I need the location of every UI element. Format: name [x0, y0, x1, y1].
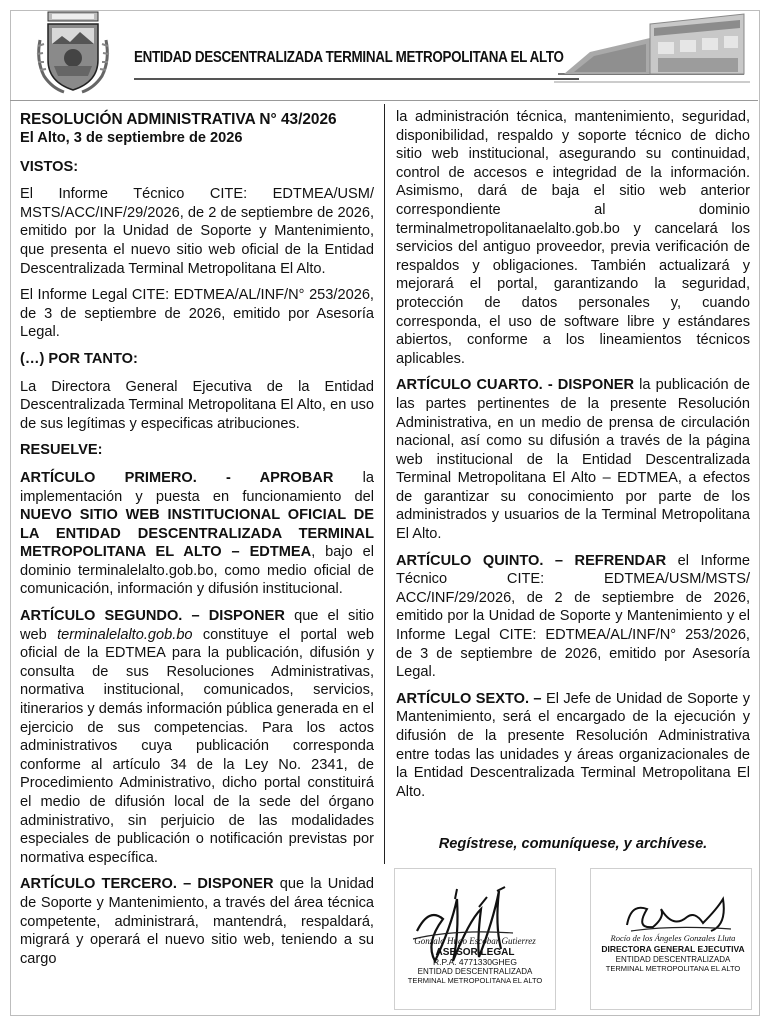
- vistos-paragraph-1: El Informe Técnico CITE: EDTMEA/USM/ MSTS/ACC/INF/29/2026, de 2 de septiembre de 2026, emitido por la Unidad de Soporte y Mantenimiento, que presenta el nuevo sitio web oficial de la Entidad Descentralizada Terminal Metropolitana El Alto.: [20, 186, 374, 277]
- signature-stamp-legal-advisor: [395, 869, 555, 1009]
- article-2-domain: terminalelalto.gob.bo: [57, 626, 193, 643]
- signer-2-name: Rocío de los Ángeles Gonzales Lluta: [610, 933, 736, 943]
- header-divider: [10, 100, 758, 101]
- article-6: [396, 690, 750, 802]
- header-underline: [134, 78, 579, 80]
- article-3-label: ARTÍCULO TERCERO. – DISPONER: [20, 876, 274, 893]
- signature-block-director: [590, 868, 752, 1010]
- article-3-text-left: que la Unidad de Soporte y Mantenimiento, a través del área técnica competente, administrará, mantendrá, respaldará, migrará y operará el nuevo sitio web, teniendo a su cargo: [20, 876, 374, 967]
- resolution-title: RESOLUCIÓN ADMINISTRATIVA N° 43/2026: [20, 111, 337, 128]
- article-1-text-a: la implementación y puesta en funcionamiento del: [20, 469, 374, 505]
- article-4-text: la publicación de las partes pertinentes de la presente Resolución Administrativa, en un medio de prensa de circulación nacional, así como su difusión a través de la página web institucional de la Entidad Descentralizada Terminal Metropolitana El Alto – EDTMEA, a efectos de garantizar su conocimiento por parte de los administrados y usuarios de la Terminal Metropolitana El Alto.: [396, 377, 751, 543]
- signature-block-legal-advisor: [394, 868, 556, 1010]
- article-2: [20, 607, 374, 867]
- article-1-label: ARTÍCULO PRIMERO. - APROBAR: [20, 469, 334, 486]
- terminal-building-logo-icon: [554, 8, 754, 94]
- por-tanto-heading: (…) POR TANTO:: [20, 350, 138, 367]
- column-divider: [384, 104, 385, 864]
- signer-2-role: DIRECTORA GENERAL EJECUTIVA: [601, 944, 745, 954]
- municipal-coat-of-arms-icon: [34, 10, 112, 94]
- right-column: [396, 108, 750, 809]
- signer-1-org-line-1: ENTIDAD DESCENTRALIZADA: [417, 967, 533, 976]
- signer-1-name: Gonzalo Hugo Escobar Gutierrez: [414, 936, 536, 946]
- article-2-label: ARTÍCULO SEGUNDO. – DISPONER: [20, 608, 285, 625]
- article-1: [20, 469, 374, 599]
- resuelve-heading: RESUELVE:: [20, 442, 103, 459]
- article-2-text-a: que el sitio web: [20, 608, 374, 643]
- article-6-label: ARTÍCULO SEXTO. –: [396, 690, 542, 707]
- article-6-text: El Jefe de Unidad de Soporte y Mantenimiento, será el encargado de la ejecución y difusión de la presente Resolución Administrativa entre todas las unidades y áreas organizacionales de la Entidad Descentralizada Terminal Metropolitana El Alto.: [396, 690, 750, 800]
- signer-2-org-line-2: TERMINAL METROPOLITANA EL ALTO: [605, 964, 741, 973]
- article-4-label: ARTÍCULO CUARTO. - DISPONER: [396, 377, 635, 394]
- signer-2-org-line-1: ENTIDAD DESCENTRALIZADA: [615, 955, 731, 964]
- article-3-continued: la administración técnica, mantenimiento, seguridad, disponibilidad, respaldo y soporte técnico de dicho sitio web institucional, asegurando su continuidad, control de accesos e integridad de la información. Asimismo, dará de baja el sitio web anterior correspondiente al dominio terminalmetropolitanaelalto.gob.bo y cancelará los servicios del antiguo proveedor, previa verificación de respaldos y obligaciones. También actualizará y mejorará el portal, garantizando la seguridad, protección de datos personales y, cuando corresponda, el uso de software libre y estándares abiertos, conforme a los lineamientos técnicos aplicables.: [396, 109, 750, 367]
- por-tanto-paragraph: La Directora General Ejecutiva de la Entidad Descentralizada Terminal Metropolitana El Alto, en uso de sus legítimas y especificas atribuciones.: [20, 378, 374, 432]
- article-5-label: ARTÍCULO QUINTO. – REFRENDAR: [396, 552, 667, 569]
- resolution-date: El Alto, 3 de septiembre de 2026: [20, 130, 243, 146]
- vistos-heading: VISTOS:: [20, 158, 79, 175]
- article-3-start: [20, 875, 374, 968]
- article-1-text-b: , bajo el dominio terminalelalto.gob.bo, como medio oficial de comunicación, información y difusión institucional.: [20, 544, 374, 598]
- vistos-paragraph-2: El Informe Legal CITE: EDTMEA/AL/INF/N° 253/2026, de 3 de septiembre de 2026, emitido por Asesoría Legal.: [20, 287, 374, 341]
- article-4: [396, 376, 750, 543]
- signer-1-registration: R.P.A. 4771330GHEG: [433, 957, 517, 967]
- signer-1-org-line-2: TERMINAL METROPOLITANA EL ALTO: [407, 976, 543, 985]
- signer-1-role: ASESOR LEGAL: [435, 947, 515, 958]
- closing-formula: Regístrese, comuníquese, y archívese.: [438, 836, 708, 852]
- article-5-text: el Informe Técnico CITE: EDTMEA/USM/MSTS/ ACC/INF/29/2026, de 2 de septiembre de 2026, emitido por la Unidad de Soporte y Mantenimiento y el Informe Legal CITE: EDTMEA/AL/INF/N° 253/2026, de 3 de septiembre de 2026, emitido por Asesoría Legal.: [396, 552, 750, 681]
- page-header: [24, 8, 754, 98]
- left-column: [20, 110, 374, 976]
- signature-stamp-director: [591, 869, 751, 1009]
- article-2-text-b: constituye el portal web oficial de la EDTMEA para la publicación, difusión y consulta de sus Resoluciones Administrativas, normativa institucional, comunicados, servicios, itinerarios y demás información pública generada en el ejercicio de sus competencias. Para los actos administrativos cuya publicación corresponda conforme al artículo 34 de la Ley No. 2341, de Procedimiento Administrativo, dicho portal constituirá el medio de difusión local de la sede del órgano administrativo, sin perjuicio de las modalidades especiales de publicación o notificación previstas por normativa específica.: [20, 626, 375, 866]
- article-1-website-name: NUEVO SITIO WEB INSTITUCIONAL OFICIAL DE LA ENTIDAD DESCENTRALIZADA TERMINAL METROPOLITANA EL ALTO – EDTMEA: [20, 507, 374, 561]
- organization-name: ENTIDAD DESCENTRALIZADA TERMINAL METROPOLITANA EL ALTO: [134, 48, 564, 66]
- article-5: [396, 552, 750, 682]
